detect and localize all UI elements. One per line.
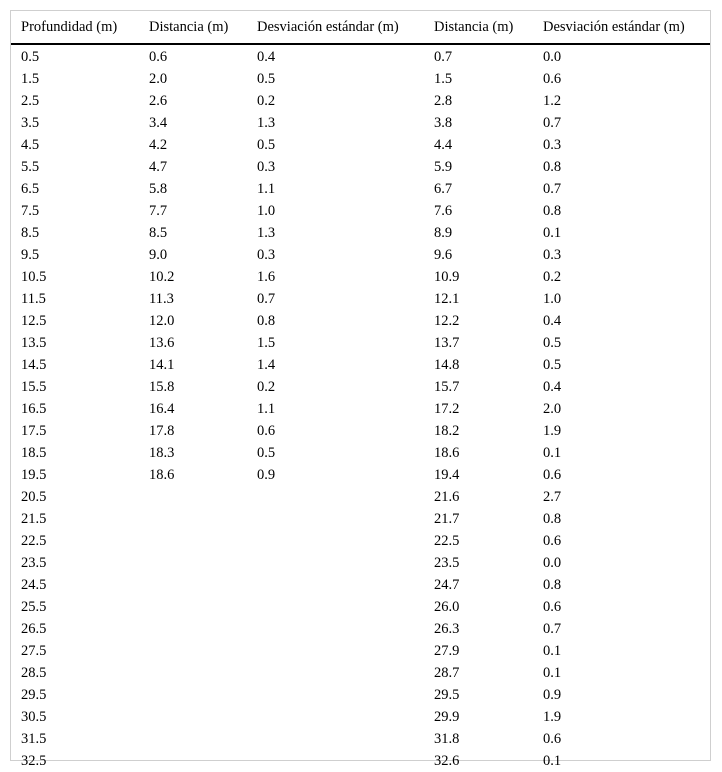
cell-std-dev-2: 0.6 bbox=[543, 467, 562, 483]
cell-distance-2: 27.9 bbox=[434, 643, 460, 659]
cell-distance-1: 15.8 bbox=[149, 379, 175, 395]
table-row bbox=[11, 332, 710, 354]
table-row bbox=[11, 750, 710, 772]
cell-distance-1 bbox=[139, 728, 247, 750]
cell-distance-1: 9.0 bbox=[149, 247, 168, 263]
cell-distance-1: 7.7 bbox=[149, 203, 168, 219]
cell-std-dev-2: 0.3 bbox=[543, 137, 562, 153]
cell-distance-2: 21.7 bbox=[434, 511, 460, 527]
table-row bbox=[11, 640, 710, 662]
cell-std-dev-1: 1.3 bbox=[257, 225, 276, 241]
cell-distance-1 bbox=[139, 596, 247, 618]
cell-std-dev-1: 1.4 bbox=[257, 357, 276, 373]
cell-distance-1 bbox=[139, 552, 247, 574]
cell-distance-2: 10.9 bbox=[434, 269, 460, 285]
cell-distance-2: 15.7 bbox=[434, 379, 460, 395]
cell-distance-2: 14.8 bbox=[434, 357, 460, 373]
table-row bbox=[11, 376, 710, 398]
cell-std-dev-2: 0.2 bbox=[543, 269, 562, 285]
cell-depth: 31.5 bbox=[21, 731, 47, 747]
cell-distance-2: 28.7 bbox=[434, 665, 460, 681]
cell-std-dev-2: 2.0 bbox=[543, 401, 562, 417]
cell-std-dev-1 bbox=[247, 486, 424, 508]
cell-std-dev-1: 0.4 bbox=[257, 49, 276, 65]
cell-distance-2: 1.5 bbox=[434, 71, 453, 87]
table-row bbox=[11, 44, 710, 68]
table-row bbox=[11, 134, 710, 156]
cell-depth: 10.5 bbox=[21, 269, 47, 285]
cell-depth: 12.5 bbox=[21, 313, 47, 329]
cell-std-dev-2: 0.7 bbox=[543, 621, 562, 637]
cell-std-dev-1: 0.8 bbox=[257, 313, 276, 329]
table-body bbox=[11, 44, 710, 772]
cell-distance-2: 13.7 bbox=[434, 335, 460, 351]
cell-std-dev-2: 1.9 bbox=[543, 709, 562, 725]
cell-distance-1: 0.6 bbox=[149, 49, 168, 65]
cell-distance-2: 4.4 bbox=[434, 137, 453, 153]
cell-distance-1: 18.6 bbox=[149, 467, 175, 483]
cell-distance-1 bbox=[139, 574, 247, 596]
cell-std-dev-1: 0.5 bbox=[257, 71, 276, 87]
cell-std-dev-1: 1.1 bbox=[257, 401, 276, 417]
table-row bbox=[11, 156, 710, 178]
cell-std-dev-2: 0.7 bbox=[543, 181, 562, 197]
table-row bbox=[11, 684, 710, 706]
cell-distance-1 bbox=[139, 684, 247, 706]
cell-depth: 0.5 bbox=[21, 49, 40, 65]
cell-distance-2: 5.9 bbox=[434, 159, 453, 175]
cell-distance-2: 2.8 bbox=[434, 93, 453, 109]
cell-std-dev-1: 0.7 bbox=[257, 291, 276, 307]
header-row bbox=[11, 11, 710, 44]
cell-distance-1: 4.2 bbox=[149, 137, 168, 153]
table-row bbox=[11, 354, 710, 376]
cell-std-dev-2: 1.0 bbox=[543, 291, 562, 307]
cell-depth: 27.5 bbox=[21, 643, 47, 659]
cell-std-dev-2: 0.8 bbox=[543, 577, 562, 593]
cell-distance-1 bbox=[139, 662, 247, 684]
cell-std-dev-1 bbox=[247, 706, 424, 728]
cell-depth: 11.5 bbox=[21, 291, 46, 307]
cell-depth: 20.5 bbox=[21, 489, 47, 505]
cell-std-dev-1: 0.9 bbox=[257, 467, 276, 483]
cell-std-dev-2: 0.8 bbox=[543, 159, 562, 175]
cell-distance-2: 29.9 bbox=[434, 709, 460, 725]
cell-distance-1 bbox=[139, 640, 247, 662]
cell-std-dev-2: 0.1 bbox=[543, 225, 562, 241]
cell-std-dev-2: 0.8 bbox=[543, 511, 562, 527]
cell-distance-2: 7.6 bbox=[434, 203, 453, 219]
cell-distance-2: 12.2 bbox=[434, 313, 460, 329]
cell-std-dev-2: 0.4 bbox=[543, 313, 562, 329]
cell-distance-2: 29.5 bbox=[434, 687, 460, 703]
cell-depth: 28.5 bbox=[21, 665, 47, 681]
table-row bbox=[11, 288, 710, 310]
table-row bbox=[11, 244, 710, 266]
cell-distance-2: 32.6 bbox=[434, 753, 460, 769]
cell-std-dev-2: 0.0 bbox=[543, 555, 562, 571]
cell-depth: 2.5 bbox=[21, 93, 40, 109]
table-row bbox=[11, 508, 710, 530]
cell-std-dev-2: 0.6 bbox=[543, 599, 562, 615]
cell-std-dev-2: 0.0 bbox=[543, 49, 562, 65]
table-row bbox=[11, 90, 710, 112]
cell-distance-1: 3.4 bbox=[149, 115, 168, 131]
cell-distance-1: 10.2 bbox=[149, 269, 175, 285]
cell-depth: 13.5 bbox=[21, 335, 47, 351]
cell-depth: 25.5 bbox=[21, 599, 47, 615]
cell-distance-1: 4.7 bbox=[149, 159, 168, 175]
header-std-dev-2: Desviación estándar (m) bbox=[533, 11, 710, 44]
cell-depth: 24.5 bbox=[21, 577, 47, 593]
cell-depth: 30.5 bbox=[21, 709, 47, 725]
cell-depth: 8.5 bbox=[21, 225, 40, 241]
cell-depth: 29.5 bbox=[21, 687, 47, 703]
cell-std-dev-1 bbox=[247, 640, 424, 662]
cell-depth: 1.5 bbox=[21, 71, 40, 87]
table-row bbox=[11, 68, 710, 90]
cell-distance-1: 17.8 bbox=[149, 423, 175, 439]
cell-std-dev-1 bbox=[247, 684, 424, 706]
cell-std-dev-1 bbox=[247, 662, 424, 684]
cell-distance-1 bbox=[139, 486, 247, 508]
header-distance-1: Distancia (m) bbox=[139, 11, 247, 44]
cell-std-dev-2: 0.6 bbox=[543, 71, 562, 87]
cell-distance-1: 2.0 bbox=[149, 71, 168, 87]
cell-std-dev-1: 1.6 bbox=[257, 269, 276, 285]
cell-std-dev-1: 0.3 bbox=[257, 159, 276, 175]
cell-std-dev-2: 0.4 bbox=[543, 379, 562, 395]
cell-std-dev-1 bbox=[247, 750, 424, 772]
table-row bbox=[11, 200, 710, 222]
cell-std-dev-1: 0.3 bbox=[257, 247, 276, 263]
table-row bbox=[11, 178, 710, 200]
cell-std-dev-2: 2.7 bbox=[543, 489, 562, 505]
table-row bbox=[11, 596, 710, 618]
cell-distance-2: 19.4 bbox=[434, 467, 460, 483]
table-row bbox=[11, 464, 710, 486]
table-row bbox=[11, 662, 710, 684]
header-std-dev-1: Desviación estándar (m) bbox=[247, 11, 424, 44]
cell-std-dev-1: 1.0 bbox=[257, 203, 276, 219]
cell-distance-2: 21.6 bbox=[434, 489, 460, 505]
cell-depth: 4.5 bbox=[21, 137, 40, 153]
cell-depth: 23.5 bbox=[21, 555, 47, 571]
cell-distance-1: 18.3 bbox=[149, 445, 175, 461]
cell-distance-1: 12.0 bbox=[149, 313, 175, 329]
cell-std-dev-2: 0.6 bbox=[543, 731, 562, 747]
cell-std-dev-1: 1.1 bbox=[257, 181, 276, 197]
cell-depth: 9.5 bbox=[21, 247, 40, 263]
cell-distance-2: 24.7 bbox=[434, 577, 460, 593]
cell-std-dev-1: 0.2 bbox=[257, 93, 276, 109]
cell-distance-1: 2.6 bbox=[149, 93, 168, 109]
cell-std-dev-1 bbox=[247, 508, 424, 530]
table-row bbox=[11, 530, 710, 552]
cell-std-dev-2: 1.2 bbox=[543, 93, 562, 109]
cell-std-dev-2: 0.1 bbox=[543, 445, 562, 461]
cell-std-dev-2: 0.1 bbox=[543, 665, 562, 681]
depth-distance-table bbox=[11, 11, 710, 772]
table-row bbox=[11, 706, 710, 728]
cell-distance-2: 9.6 bbox=[434, 247, 453, 263]
cell-depth: 22.5 bbox=[21, 533, 47, 549]
cell-std-dev-1: 0.2 bbox=[257, 379, 276, 395]
cell-distance-2: 31.8 bbox=[434, 731, 460, 747]
cell-depth: 6.5 bbox=[21, 181, 40, 197]
cell-depth: 18.5 bbox=[21, 445, 47, 461]
cell-depth: 3.5 bbox=[21, 115, 40, 131]
cell-std-dev-1 bbox=[247, 618, 424, 640]
cell-std-dev-2: 0.1 bbox=[543, 643, 562, 659]
table-row bbox=[11, 442, 710, 464]
cell-std-dev-2: 0.9 bbox=[543, 687, 562, 703]
cell-std-dev-2: 0.6 bbox=[543, 533, 562, 549]
cell-depth: 16.5 bbox=[21, 401, 47, 417]
cell-distance-1 bbox=[139, 618, 247, 640]
cell-depth: 19.5 bbox=[21, 467, 47, 483]
cell-std-dev-2: 0.5 bbox=[543, 335, 562, 351]
cell-depth: 5.5 bbox=[21, 159, 40, 175]
cell-distance-2: 0.7 bbox=[434, 49, 453, 65]
cell-std-dev-1 bbox=[247, 596, 424, 618]
table-row bbox=[11, 420, 710, 442]
cell-distance-1 bbox=[139, 508, 247, 530]
cell-std-dev-1: 0.6 bbox=[257, 423, 276, 439]
cell-distance-2: 26.0 bbox=[434, 599, 460, 615]
table-row bbox=[11, 266, 710, 288]
cell-std-dev-1 bbox=[247, 728, 424, 750]
cell-distance-2: 12.1 bbox=[434, 291, 460, 307]
cell-std-dev-2: 0.5 bbox=[543, 357, 562, 373]
cell-std-dev-2: 0.3 bbox=[543, 247, 562, 263]
cell-depth: 21.5 bbox=[21, 511, 47, 527]
table-header bbox=[11, 11, 710, 44]
table-row bbox=[11, 398, 710, 420]
cell-depth: 7.5 bbox=[21, 203, 40, 219]
cell-distance-1: 11.3 bbox=[149, 291, 174, 307]
cell-distance-1 bbox=[139, 750, 247, 772]
cell-distance-2: 22.5 bbox=[434, 533, 460, 549]
cell-depth: 15.5 bbox=[21, 379, 47, 395]
cell-std-dev-1: 0.5 bbox=[257, 445, 276, 461]
cell-depth: 32.5 bbox=[21, 753, 47, 769]
cell-distance-1: 16.4 bbox=[149, 401, 175, 417]
cell-distance-2: 18.6 bbox=[434, 445, 460, 461]
cell-std-dev-2: 0.7 bbox=[543, 115, 562, 131]
cell-std-dev-1: 0.5 bbox=[257, 137, 276, 153]
cell-distance-2: 8.9 bbox=[434, 225, 453, 241]
cell-std-dev-2: 0.1 bbox=[543, 753, 562, 769]
cell-distance-1 bbox=[139, 530, 247, 552]
cell-distance-2: 6.7 bbox=[434, 181, 453, 197]
table-row bbox=[11, 112, 710, 134]
table-row bbox=[11, 552, 710, 574]
cell-distance-1: 14.1 bbox=[149, 357, 175, 373]
cell-std-dev-1 bbox=[247, 530, 424, 552]
cell-distance-2: 3.8 bbox=[434, 115, 453, 131]
cell-distance-2: 17.2 bbox=[434, 401, 460, 417]
cell-std-dev-1: 1.5 bbox=[257, 335, 276, 351]
cell-depth: 14.5 bbox=[21, 357, 47, 373]
cell-depth: 26.5 bbox=[21, 621, 47, 637]
cell-distance-1 bbox=[139, 706, 247, 728]
cell-std-dev-1 bbox=[247, 574, 424, 596]
cell-std-dev-2: 0.8 bbox=[543, 203, 562, 219]
cell-distance-2: 23.5 bbox=[434, 555, 460, 571]
table-row bbox=[11, 310, 710, 332]
table-row bbox=[11, 222, 710, 244]
table-row bbox=[11, 618, 710, 640]
header-depth: Profundidad (m) bbox=[11, 11, 139, 44]
data-table-frame bbox=[10, 10, 711, 769]
cell-distance-1: 8.5 bbox=[149, 225, 168, 241]
table-row bbox=[11, 486, 710, 508]
cell-distance-1: 5.8 bbox=[149, 181, 168, 197]
cell-std-dev-2: 1.9 bbox=[543, 423, 562, 439]
header-distance-2: Distancia (m) bbox=[424, 11, 533, 44]
table-row bbox=[11, 728, 710, 750]
cell-std-dev-1: 1.3 bbox=[257, 115, 276, 131]
cell-depth: 17.5 bbox=[21, 423, 47, 439]
cell-distance-1: 13.6 bbox=[149, 335, 175, 351]
cell-distance-2: 18.2 bbox=[434, 423, 460, 439]
cell-std-dev-1 bbox=[247, 552, 424, 574]
cell-distance-2: 26.3 bbox=[434, 621, 460, 637]
table-row bbox=[11, 574, 710, 596]
